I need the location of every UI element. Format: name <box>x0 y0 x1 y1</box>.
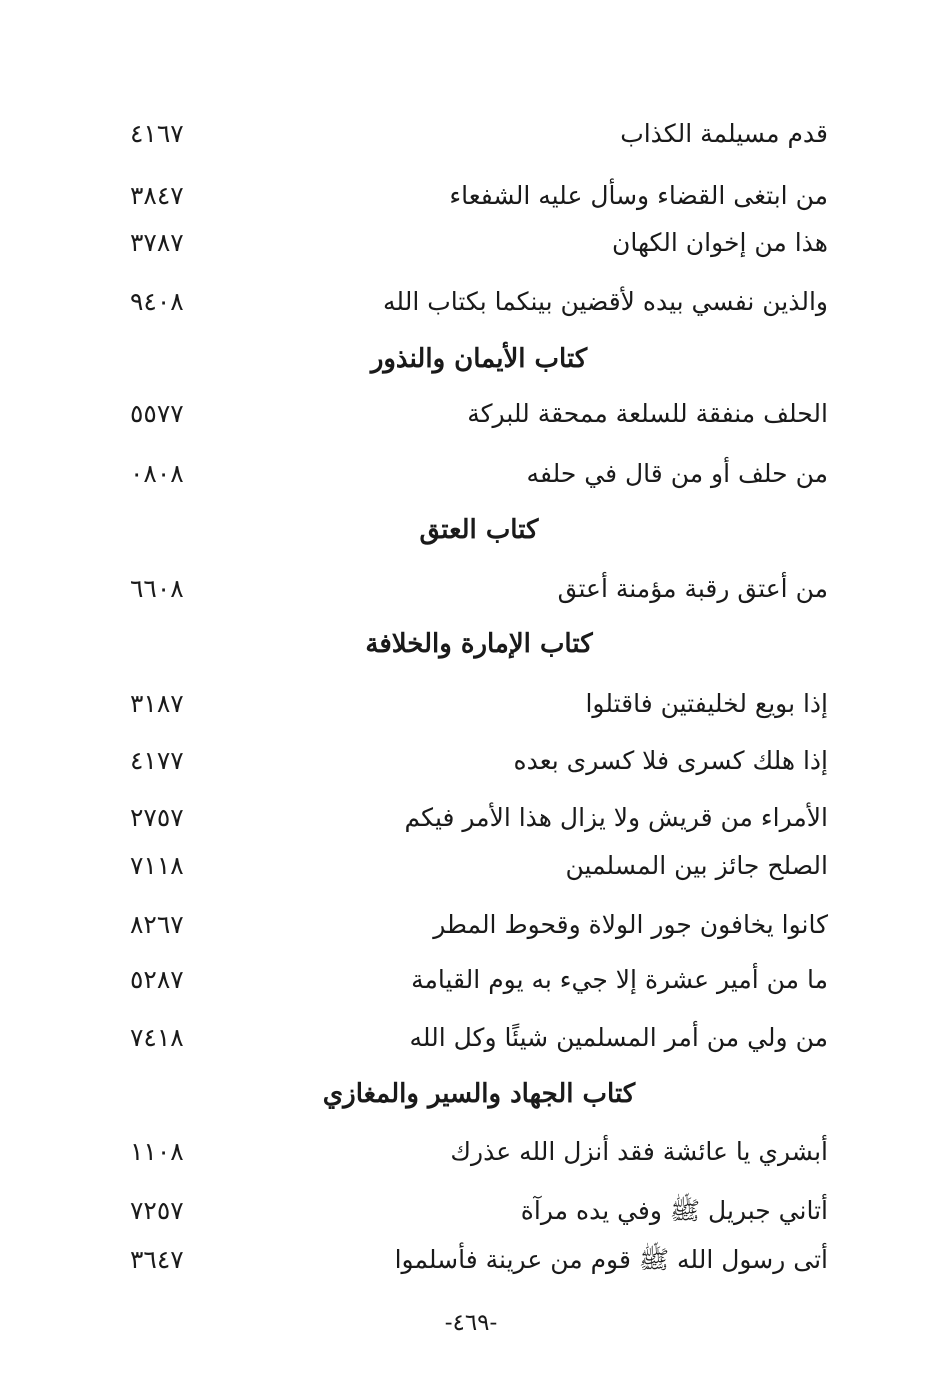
section-heading-imara <box>130 621 828 667</box>
entry-number: ٨٠٦٦ <box>130 574 184 603</box>
section-heading-jihad <box>130 1071 828 1117</box>
entry-text: الصلح جائز بين المسلمين <box>565 851 828 880</box>
entry-number: ٧٨٢٥ <box>130 965 184 994</box>
entry-number: ٧٤٨٣ <box>130 181 184 210</box>
entry-text: من ولي من أمر المسلمين شيئًا وكل الله <box>409 1023 828 1052</box>
section-heading-manumission <box>130 507 828 553</box>
entry-number: ٧٦٢٨ <box>130 910 184 939</box>
entry-number: ٧٧١٤ <box>130 746 184 775</box>
section-heading-text: كتاب الإمارة والخلافة <box>365 629 593 659</box>
entry-number: ٧٨٧٣ <box>130 228 184 257</box>
index-entry <box>130 112 828 156</box>
entry-text: أتاني جبريل ﷺ وفي يده مرآة <box>520 1196 828 1225</box>
index-entry <box>130 567 828 611</box>
entry-text: قدم مسيلمة الكذاب <box>620 119 828 148</box>
entry-text: الأمراء من قريش ولا يزال هذا الأمر فيكم <box>404 803 828 832</box>
entry-text: ما من أمير عشرة إلا جيء به يوم القيامة <box>411 965 828 994</box>
index-entry <box>130 280 828 324</box>
page-number: -٤٦٩- <box>444 1310 498 1336</box>
section-heading-text: كتاب الأيمان والنذور <box>370 344 588 374</box>
entry-text: الحلف منفقة للسلعة ممحقة للبركة <box>467 399 828 428</box>
index-entry <box>130 221 828 265</box>
index-entry <box>130 1016 828 1060</box>
entry-text: أبشري يا عائشة فقد أنزل الله عذرك <box>450 1137 828 1166</box>
index-entry <box>130 796 828 840</box>
entry-text: والذين نفسي بيده لأقضين بينكما بكتاب الله <box>383 287 828 316</box>
index-entry <box>130 844 828 888</box>
entry-text: من أعتق رقبة مؤمنة أعتق <box>557 574 828 603</box>
index-entry <box>130 903 828 947</box>
entry-number: ٧٤٦٣ <box>130 1245 184 1274</box>
section-heading-text: كتاب العتق <box>419 515 539 545</box>
index-entry <box>130 739 828 783</box>
entry-number: ٧٧٥٥ <box>130 399 184 428</box>
index-entry <box>130 958 828 1002</box>
entry-number: ٨٠٤٩ <box>130 287 184 316</box>
index-entry <box>130 174 828 218</box>
entry-number: ٨٠٨٠ <box>130 459 184 488</box>
index-entry <box>130 1189 828 1233</box>
entry-text: أتى رسول الله ﷺ قوم من عرينة فأسلموا <box>394 1245 828 1274</box>
index-entry <box>130 392 828 436</box>
entry-number: ٧٦١٤ <box>130 119 184 148</box>
index-entry <box>130 1130 828 1174</box>
entry-text: من ابتغى القضاء وسأل عليه الشفعاء <box>449 181 828 210</box>
index-entry <box>130 452 828 496</box>
index-entry <box>130 1238 828 1282</box>
index-entry <box>130 682 828 726</box>
entry-number: ٨١١٧ <box>130 851 184 880</box>
entry-number: ٧٨١٣ <box>130 689 184 718</box>
entry-text: إذا هلك كسرى فلا كسرى بعده <box>513 746 828 775</box>
entry-number: ٧٥٢٧ <box>130 1196 184 1225</box>
entry-number: ٨١٤٧ <box>130 1023 184 1052</box>
entry-number: ٧٥٧٢ <box>130 803 184 832</box>
entry-number: ٨٠١١ <box>130 1137 184 1166</box>
section-heading-text: كتاب الجهاد والسير والمغازي <box>322 1079 636 1109</box>
entry-text: من حلف أو من قال في حلفه <box>526 459 828 488</box>
section-heading-oaths <box>130 336 828 382</box>
entry-text: هذا من إخوان الكهان <box>611 228 828 257</box>
entry-text: إذا بويع لخليفتين فاقتلوا <box>585 689 828 718</box>
entry-text: كانوا يخافون جور الولاة وقحوط المطر <box>433 910 828 939</box>
